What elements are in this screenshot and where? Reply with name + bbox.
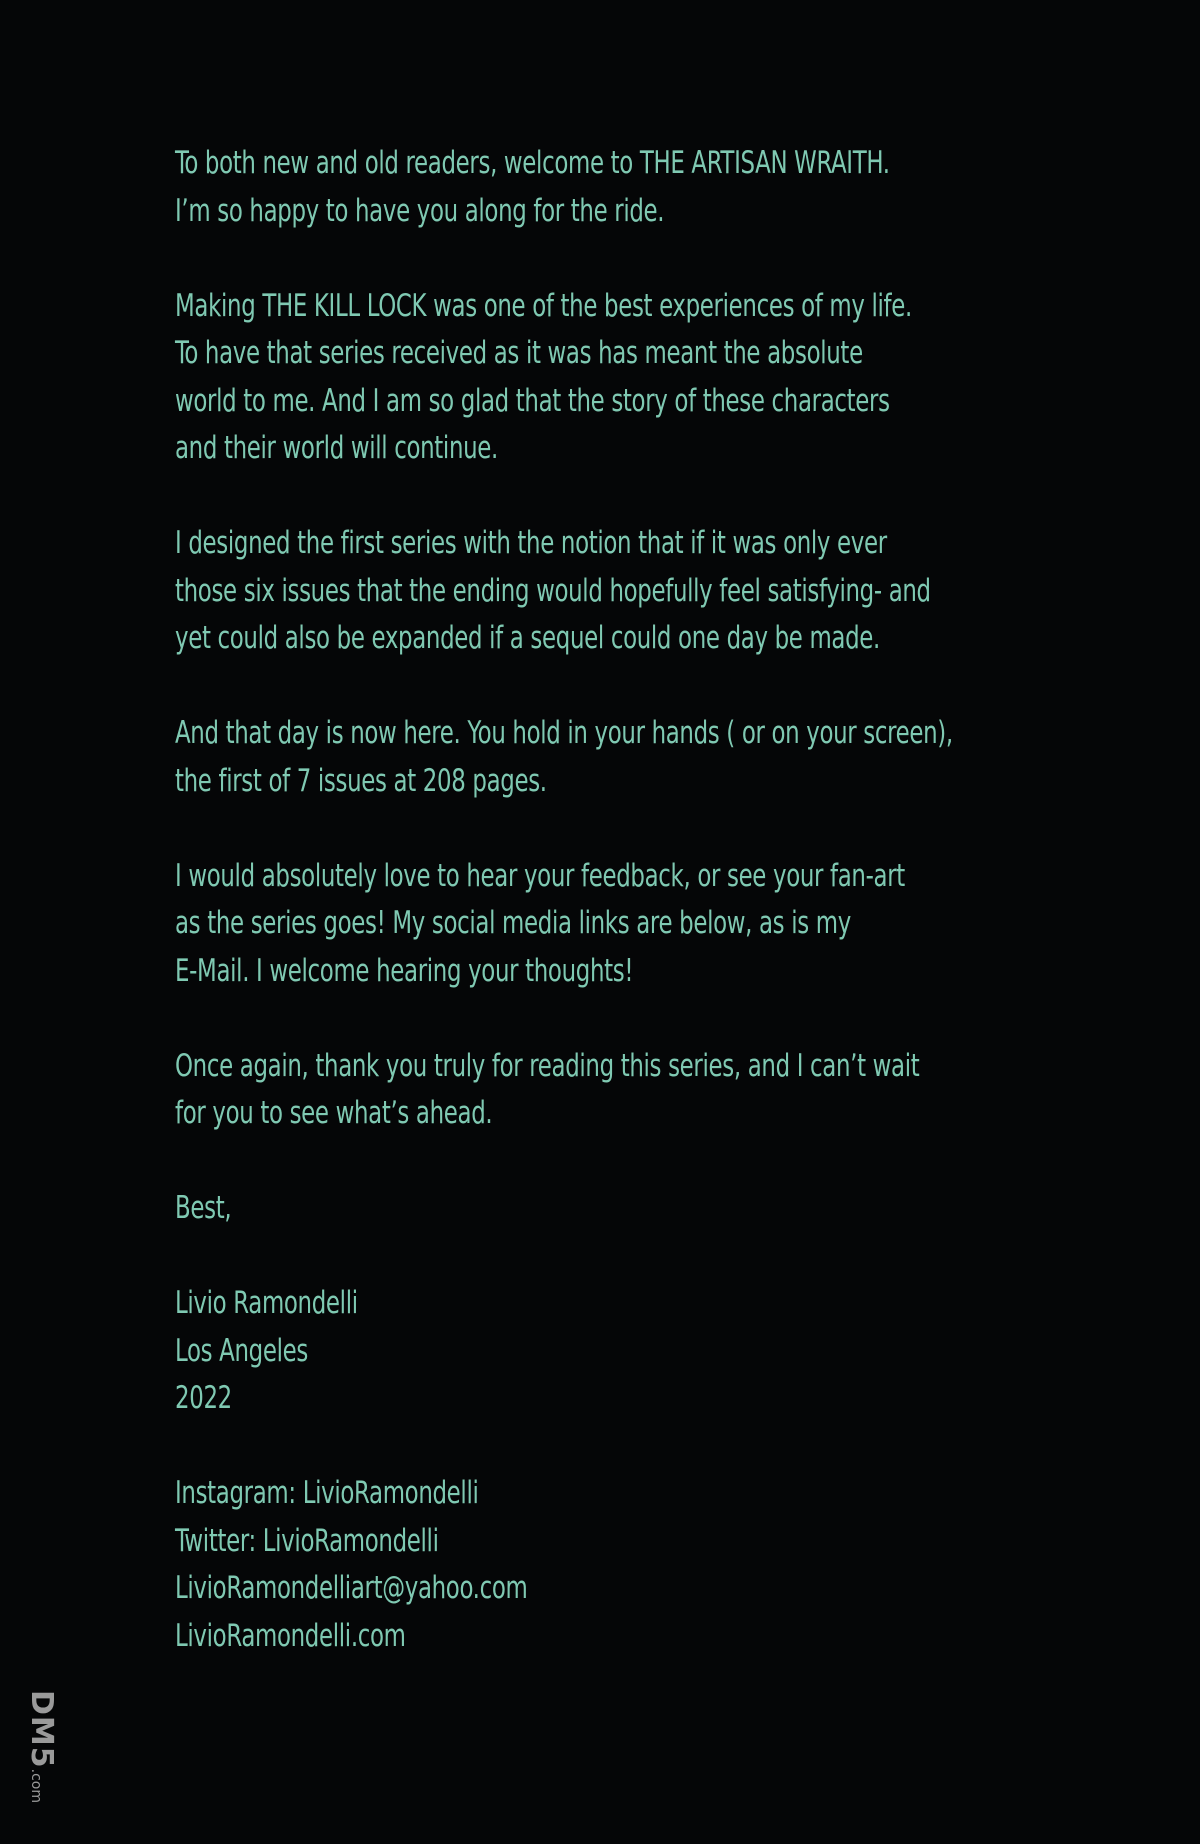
letter-line: yet could also be expanded if a sequel could one day be made. xyxy=(175,620,880,656)
site-watermark xyxy=(8,1690,58,1830)
paragraph-gap xyxy=(175,805,1075,853)
letter-line: Making THE KILL LOCK was one of the best experiences of my life. xyxy=(175,287,912,324)
paragraph xyxy=(175,1280,1075,1423)
letter-line: LivioRamondelli.com xyxy=(175,1617,406,1654)
paragraph-gap xyxy=(175,663,1075,711)
letter-line: the first of 7 issues at 208 pages. xyxy=(175,762,547,799)
paragraph xyxy=(175,710,1075,805)
letter-line: I’m so happy to have you along for the ride. xyxy=(175,192,665,229)
letter-line: E-Mail. I welcome hearing your thoughts! xyxy=(175,952,634,989)
paragraph xyxy=(175,283,1075,473)
paragraph-gap xyxy=(175,235,1075,283)
paragraph xyxy=(175,1185,1075,1233)
paragraph xyxy=(175,140,1075,235)
paragraph xyxy=(175,1470,1075,1660)
letter-line: world to me. And I am so glad that the story of these characters xyxy=(175,382,890,419)
paragraph-gap xyxy=(175,995,1075,1043)
letter-line: And that day is now here. You hold in your hands ( or on your screen), xyxy=(175,715,953,751)
letter-line: To have that series received as it was has meant the absolute xyxy=(175,335,863,371)
letter-line: 2022 xyxy=(175,1380,232,1416)
letter-line: Best, xyxy=(175,1190,232,1226)
paragraph-gap xyxy=(175,1233,1075,1281)
letter-line: and their world will continue. xyxy=(175,430,498,466)
watermark-logo xyxy=(8,1690,58,1830)
letter-line: those six issues that the ending would hopefully feel satisfying- and xyxy=(175,572,931,609)
letter-line: To both new and old readers, welcome to THE ARTISAN WRAITH. xyxy=(175,145,890,181)
letter-line: for you to see what’s ahead. xyxy=(175,1095,493,1131)
letter-line: Instagram: LivioRamondelli xyxy=(175,1475,479,1511)
letter-line: Once again, thank you truly for reading this series, and I can’t wait xyxy=(175,1047,920,1084)
letter-line: Livio Ramondelli xyxy=(175,1285,358,1321)
paragraph xyxy=(175,520,1075,663)
paragraph-gap xyxy=(175,1423,1075,1471)
letter-line: LivioRamondelliart@yahoo.com xyxy=(175,1570,528,1606)
paragraph xyxy=(175,1043,1075,1138)
watermark-suffix: .com xyxy=(28,1768,44,1803)
watermark-brand: DM5 xyxy=(24,1690,59,1769)
letter-body xyxy=(175,140,1075,1660)
letter-line: I would absolutely love to hear your feedback, or see your fan-art xyxy=(175,857,905,894)
paragraph-gap xyxy=(175,1138,1075,1186)
letter-line: Twitter: LivioRamondelli xyxy=(175,1522,439,1559)
letter-line: as the series goes! My social media links are below, as is my xyxy=(175,905,851,941)
letter-line: I designed the first series with the notion that if it was only ever xyxy=(175,525,887,561)
letter-line: Los Angeles xyxy=(175,1332,308,1369)
paragraph xyxy=(175,853,1075,996)
paragraph-gap xyxy=(175,473,1075,521)
